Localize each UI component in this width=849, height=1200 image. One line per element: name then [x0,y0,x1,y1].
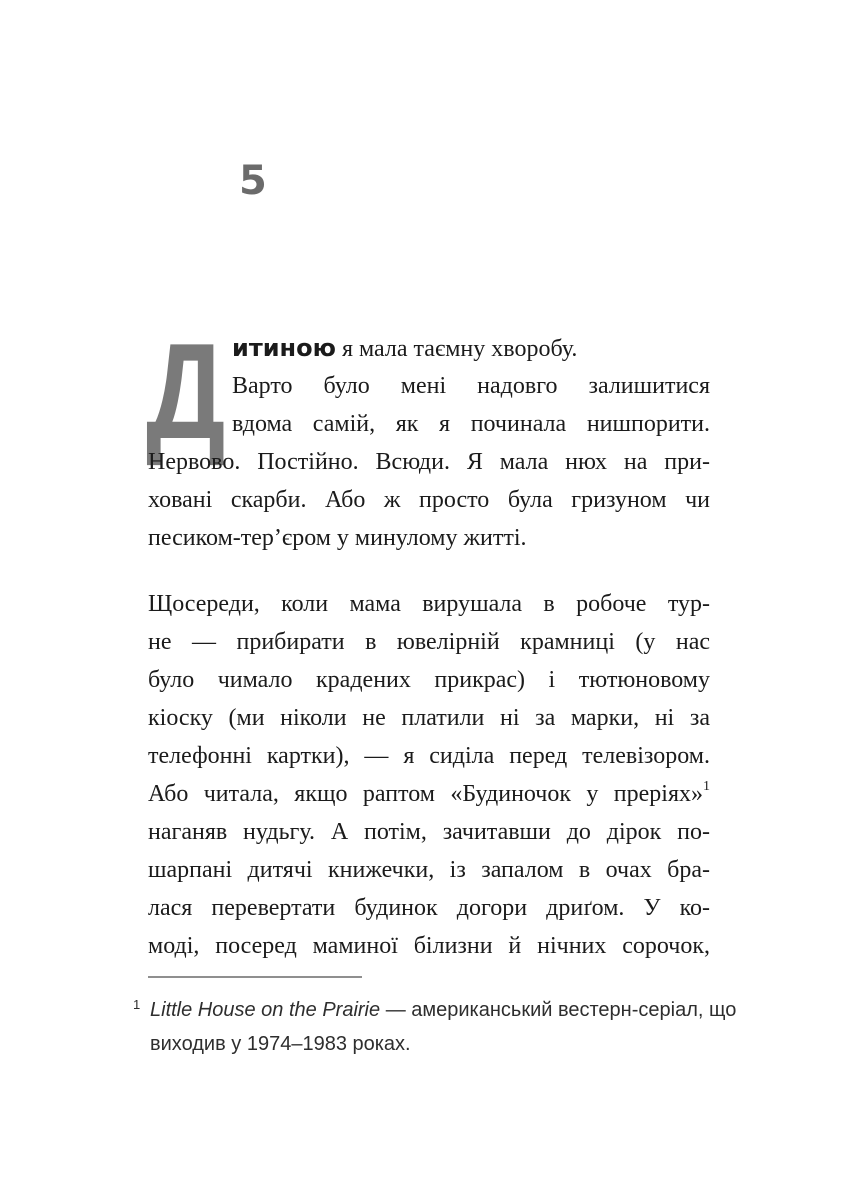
chapter-number: 5 [239,158,267,204]
body-line: наганяв нудьгу. А потім, зачитавши до дірок по- [148,819,710,845]
drop-cap-letter: Д [146,315,226,467]
body-line-text: я мала таємну хворобу. [335,336,578,362]
footnote [133,993,737,1061]
body-line: було чимало крадених прикрас) і тютюновому [148,667,710,693]
body-line [148,775,710,813]
body-line-text: Або читала, якщо раптом «Будиночок у преріях» [148,781,703,807]
body-line: лася перевертати будинок догори дриґом. У ко- [148,895,710,921]
footnote-marker: 1 [133,997,141,1012]
paragraph-2 [148,585,710,965]
lead-bold-word: итиною [232,334,336,362]
footnote-line: виходив у 1974–1983 роках. [150,1033,411,1055]
paragraph-1 [148,329,710,557]
body-line: Щосереди, коли мама вирушала в робоче тур- [148,591,710,617]
body-line: моді, посеред маминої білизни й нічних сорочок, [148,933,710,959]
body-line [232,329,710,367]
body-line: ховані скарби. Або ж просто була гризуном чи [148,487,710,513]
body-line: Варто було мені надовго залишитися [232,373,710,399]
body-line: телефонні картки), — я сиділа перед телевізором. [148,743,710,769]
body-line: Нервово. Постійно. Всюди. Я мала нюх на при- [148,449,710,475]
footnote-reference-superscript: 1 [703,779,710,794]
footnote-line-text: — американський вестерн-серіал, що [380,999,737,1021]
body-line: не — прибирати в ювелірній крамниці (у нас [148,629,710,655]
body-text-column [148,329,710,965]
footnote-series-title: Little House on the Prairie [150,999,381,1021]
body-line: вдома самій, як я починала нишпорити. [232,411,710,437]
body-line: шарпані дитячі книжечки, із запалом в очах бра- [148,857,710,883]
footnote-line [150,993,737,1027]
body-line: песиком-тер’єром у минулому житті. [148,525,527,551]
body-line: кіоску (ми ніколи не платили ні за марки, ні за [148,705,710,731]
footnote-separator-rule [148,976,362,978]
